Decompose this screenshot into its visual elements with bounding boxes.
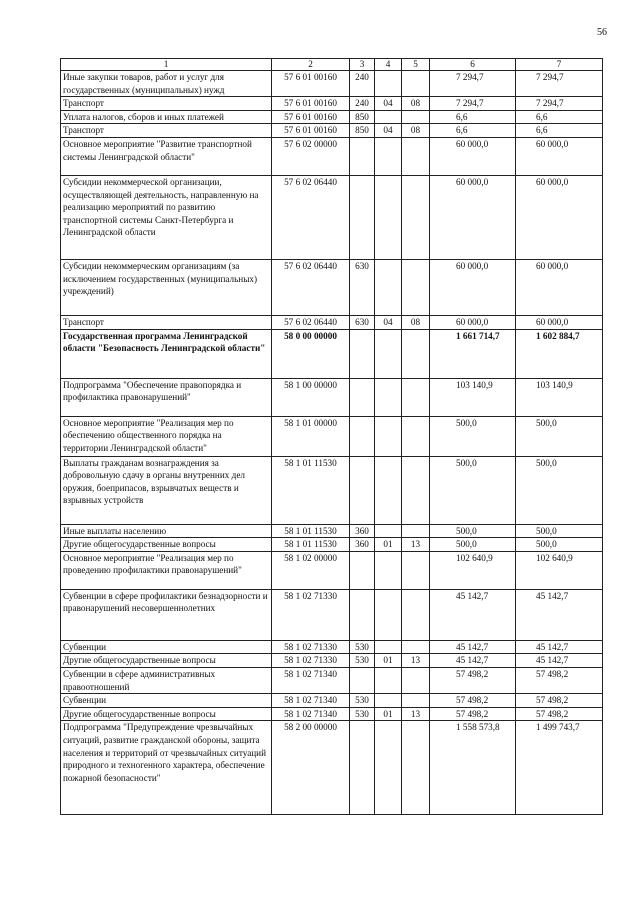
row-pr-cell bbox=[402, 524, 430, 538]
row-year2-cell: 60 000,0 bbox=[516, 259, 603, 315]
row-vr-cell: 530 bbox=[350, 707, 375, 721]
row-rz-cell bbox=[375, 667, 402, 693]
row-pr-cell bbox=[402, 667, 430, 693]
row-pr-cell bbox=[402, 589, 430, 640]
header-cell: 4 bbox=[375, 59, 402, 71]
row-year1-cell: 1 558 573,8 bbox=[430, 721, 516, 815]
row-year1-cell: 45 142,7 bbox=[430, 589, 516, 640]
row-rz-cell: 04 bbox=[375, 97, 402, 111]
table-row bbox=[61, 97, 603, 111]
row-year2-cell: 57 498,2 bbox=[516, 694, 603, 708]
row-year1-cell: 500,0 bbox=[430, 524, 516, 538]
row-rz-cell: 01 bbox=[375, 538, 402, 552]
row-pr-cell bbox=[402, 694, 430, 708]
row-name-cell: Другие общегосударственные вопросы bbox=[61, 538, 272, 552]
row-rz-cell: 04 bbox=[375, 124, 402, 138]
row-name-cell: Уплата налогов, сборов и иных платежей bbox=[61, 110, 272, 124]
row-rz-cell bbox=[375, 329, 402, 378]
row-year2-cell: 60 000,0 bbox=[516, 175, 603, 259]
row-name-cell: Транспорт bbox=[61, 315, 272, 329]
row-name-cell: Транспорт bbox=[61, 124, 272, 138]
row-year2-cell: 500,0 bbox=[516, 538, 603, 552]
table-row bbox=[61, 175, 603, 259]
row-vr-cell: 630 bbox=[350, 315, 375, 329]
header-cell: 6 bbox=[430, 59, 516, 71]
table-row bbox=[61, 456, 603, 524]
header-cell: 1 bbox=[61, 59, 272, 71]
row-rz-cell: 01 bbox=[375, 707, 402, 721]
row-year1-cell: 500,0 bbox=[430, 538, 516, 552]
row-vr-cell bbox=[350, 721, 375, 815]
row-rz-cell bbox=[375, 137, 402, 175]
row-pr-cell bbox=[402, 721, 430, 815]
row-name-cell: Субсидии некоммерческим организациям (за исключением государственных (муниципальных) учреждений) bbox=[61, 259, 272, 315]
row-year1-cell: 57 498,2 bbox=[430, 667, 516, 693]
table-header-row bbox=[61, 59, 603, 71]
row-pr-cell bbox=[402, 110, 430, 124]
header-cell: 2 bbox=[272, 59, 350, 71]
row-year1-cell: 1 661 714,7 bbox=[430, 329, 516, 378]
row-name-cell: Подпрограмма "Обеспечение правопорядка и профилактика правонарушений" bbox=[61, 378, 272, 416]
row-pr-cell bbox=[402, 456, 430, 524]
row-year1-cell: 500,0 bbox=[430, 416, 516, 456]
row-vr-cell: 850 bbox=[350, 110, 375, 124]
row-vr-cell: 530 bbox=[350, 654, 375, 668]
row-csr-cell: 57 6 01 00160 bbox=[272, 71, 350, 97]
row-vr-cell: 530 bbox=[350, 694, 375, 708]
row-csr-cell: 58 1 01 00000 bbox=[272, 416, 350, 456]
table-row bbox=[61, 721, 603, 815]
row-rz-cell: 04 bbox=[375, 315, 402, 329]
row-year2-cell: 500,0 bbox=[516, 524, 603, 538]
row-csr-cell: 57 6 02 06440 bbox=[272, 175, 350, 259]
row-year2-cell: 500,0 bbox=[516, 456, 603, 524]
row-rz-cell bbox=[375, 456, 402, 524]
budget-table bbox=[60, 58, 603, 815]
row-pr-cell bbox=[402, 71, 430, 97]
row-rz-cell bbox=[375, 589, 402, 640]
row-csr-cell: 57 6 02 00000 bbox=[272, 137, 350, 175]
row-rz-cell bbox=[375, 551, 402, 589]
table-row bbox=[61, 538, 603, 552]
row-csr-cell: 58 1 01 11530 bbox=[272, 524, 350, 538]
row-vr-cell bbox=[350, 329, 375, 378]
row-year2-cell: 60 000,0 bbox=[516, 315, 603, 329]
table-row bbox=[61, 137, 603, 175]
row-pr-cell bbox=[402, 551, 430, 589]
row-year1-cell: 45 142,7 bbox=[430, 640, 516, 654]
row-year2-cell: 500,0 bbox=[516, 416, 603, 456]
row-pr-cell: 13 bbox=[402, 707, 430, 721]
row-vr-cell bbox=[350, 551, 375, 589]
row-csr-cell: 58 1 02 71330 bbox=[272, 640, 350, 654]
row-name-cell: Основное мероприятие "Реализация мер по проведению профилактики правонарушений" bbox=[61, 551, 272, 589]
row-year2-cell: 7 294,7 bbox=[516, 97, 603, 111]
table-row bbox=[61, 124, 603, 138]
row-pr-cell bbox=[402, 416, 430, 456]
row-csr-cell: 58 1 02 71330 bbox=[272, 654, 350, 668]
row-vr-cell: 360 bbox=[350, 538, 375, 552]
row-pr-cell: 13 bbox=[402, 538, 430, 552]
row-year1-cell: 60 000,0 bbox=[430, 175, 516, 259]
row-year2-cell: 57 498,2 bbox=[516, 667, 603, 693]
row-year1-cell: 500,0 bbox=[430, 456, 516, 524]
table-row bbox=[61, 259, 603, 315]
row-name-cell: Основное мероприятие "Развитие транспортной системы Ленинградской области" bbox=[61, 137, 272, 175]
table-row bbox=[61, 110, 603, 124]
row-rz-cell bbox=[375, 259, 402, 315]
row-csr-cell: 58 1 00 00000 bbox=[272, 378, 350, 416]
row-year2-cell: 6,6 bbox=[516, 124, 603, 138]
table-row bbox=[61, 315, 603, 329]
row-rz-cell bbox=[375, 71, 402, 97]
row-rz-cell bbox=[375, 110, 402, 124]
row-name-cell: Другие общегосударственные вопросы bbox=[61, 707, 272, 721]
table-row bbox=[61, 654, 603, 668]
header-cell: 5 bbox=[402, 59, 430, 71]
row-year1-cell: 45 142,7 bbox=[430, 654, 516, 668]
row-csr-cell: 58 1 02 71340 bbox=[272, 707, 350, 721]
row-rz-cell bbox=[375, 416, 402, 456]
table-row bbox=[61, 707, 603, 721]
table-row bbox=[61, 71, 603, 97]
row-name-cell: Субвенции в сфере административных правоотношений bbox=[61, 667, 272, 693]
row-vr-cell: 240 bbox=[350, 97, 375, 111]
row-rz-cell: 01 bbox=[375, 654, 402, 668]
row-pr-cell: 13 bbox=[402, 654, 430, 668]
table-row bbox=[61, 524, 603, 538]
table-row bbox=[61, 589, 603, 640]
row-csr-cell: 58 2 00 00000 bbox=[272, 721, 350, 815]
table-row bbox=[61, 378, 603, 416]
row-year2-cell: 102 640,9 bbox=[516, 551, 603, 589]
row-year2-cell: 103 140,9 bbox=[516, 378, 603, 416]
row-vr-cell: 240 bbox=[350, 71, 375, 97]
row-year2-cell: 1 499 743,7 bbox=[516, 721, 603, 815]
row-vr-cell bbox=[350, 175, 375, 259]
row-rz-cell bbox=[375, 524, 402, 538]
row-year1-cell: 60 000,0 bbox=[430, 315, 516, 329]
page-number: 56 bbox=[597, 27, 607, 38]
table-row bbox=[61, 551, 603, 589]
row-year2-cell: 6,6 bbox=[516, 110, 603, 124]
row-year1-cell: 102 640,9 bbox=[430, 551, 516, 589]
row-pr-cell bbox=[402, 329, 430, 378]
row-csr-cell: 57 6 01 00160 bbox=[272, 110, 350, 124]
row-csr-cell: 57 6 02 06440 bbox=[272, 259, 350, 315]
row-csr-cell: 58 1 02 71330 bbox=[272, 589, 350, 640]
header-cell: 3 bbox=[350, 59, 375, 71]
row-rz-cell bbox=[375, 378, 402, 416]
row-csr-cell: 57 6 01 00160 bbox=[272, 124, 350, 138]
row-rz-cell bbox=[375, 721, 402, 815]
row-csr-cell: 58 1 01 11530 bbox=[272, 538, 350, 552]
table-row bbox=[61, 640, 603, 654]
row-name-cell: Иные выплаты населению bbox=[61, 524, 272, 538]
row-name-cell: Транспорт bbox=[61, 97, 272, 111]
row-csr-cell: 57 6 02 06440 bbox=[272, 315, 350, 329]
row-name-cell: Субвенции bbox=[61, 694, 272, 708]
table-row bbox=[61, 667, 603, 693]
row-year1-cell: 7 294,7 bbox=[430, 71, 516, 97]
row-pr-cell bbox=[402, 137, 430, 175]
row-year2-cell: 1 602 884,7 bbox=[516, 329, 603, 378]
row-name-cell: Основное мероприятие "Реализация мер по обеспечению общественного порядка на территории Ленинградской области" bbox=[61, 416, 272, 456]
row-csr-cell: 58 1 01 11530 bbox=[272, 456, 350, 524]
row-vr-cell bbox=[350, 667, 375, 693]
table-row bbox=[61, 694, 603, 708]
row-year2-cell: 45 142,7 bbox=[516, 640, 603, 654]
row-name-cell: Субвенции в сфере профилактики безнадзорности и правонарушений несовершеннолетних bbox=[61, 589, 272, 640]
row-vr-cell: 630 bbox=[350, 259, 375, 315]
row-pr-cell bbox=[402, 640, 430, 654]
row-name-cell: Субвенции bbox=[61, 640, 272, 654]
row-name-cell: Субсидии некоммерческой организации, осуществляющей деятельность, направленную на реализацию мероприятий по развитию транспортной системы Санкт-Петербурга и Ленинградской области bbox=[61, 175, 272, 259]
row-year2-cell: 7 294,7 bbox=[516, 71, 603, 97]
row-name-cell: Другие общегосударственные вопросы bbox=[61, 654, 272, 668]
row-name-cell: Иные закупки товаров, работ и услуг для государственных (муниципальных) нужд bbox=[61, 71, 272, 97]
row-year1-cell: 60 000,0 bbox=[430, 259, 516, 315]
row-vr-cell bbox=[350, 137, 375, 175]
row-name-cell: Выплаты гражданам вознаграждения за добровольную сдачу в органы внутренних дел оружия, боеприпасов, взрывчатых веществ и взрывных устройств bbox=[61, 456, 272, 524]
row-vr-cell bbox=[350, 589, 375, 640]
row-name-cell: Государственная программа Ленинградской области "Безопасность Ленинградской области" bbox=[61, 329, 272, 378]
row-year1-cell: 6,6 bbox=[430, 110, 516, 124]
row-vr-cell bbox=[350, 378, 375, 416]
row-vr-cell bbox=[350, 416, 375, 456]
row-pr-cell: 08 bbox=[402, 97, 430, 111]
table-row bbox=[61, 329, 603, 378]
row-csr-cell: 58 1 02 71340 bbox=[272, 667, 350, 693]
row-csr-cell: 58 1 02 71340 bbox=[272, 694, 350, 708]
row-year2-cell: 45 142,7 bbox=[516, 654, 603, 668]
row-year1-cell: 6,6 bbox=[430, 124, 516, 138]
row-year1-cell: 7 294,7 bbox=[430, 97, 516, 111]
row-pr-cell bbox=[402, 175, 430, 259]
table-row bbox=[61, 416, 603, 456]
row-vr-cell: 850 bbox=[350, 124, 375, 138]
row-csr-cell: 58 0 00 00000 bbox=[272, 329, 350, 378]
row-pr-cell bbox=[402, 378, 430, 416]
row-vr-cell: 530 bbox=[350, 640, 375, 654]
row-year1-cell: 103 140,9 bbox=[430, 378, 516, 416]
row-year2-cell: 60 000,0 bbox=[516, 137, 603, 175]
row-name-cell: Подпрограмма "Предупреждение чрезвычайных ситуаций, развитие гражданской обороны, защита населения и территорий от чрезвычайных ситуаций природного и техногенного характера, обеспечение пожарной безопасности" bbox=[61, 721, 272, 815]
row-year2-cell: 45 142,7 bbox=[516, 589, 603, 640]
row-year1-cell: 57 498,2 bbox=[430, 707, 516, 721]
row-csr-cell: 58 1 02 00000 bbox=[272, 551, 350, 589]
row-rz-cell bbox=[375, 640, 402, 654]
row-pr-cell: 08 bbox=[402, 315, 430, 329]
row-vr-cell: 360 bbox=[350, 524, 375, 538]
row-rz-cell bbox=[375, 175, 402, 259]
row-vr-cell bbox=[350, 456, 375, 524]
row-year2-cell: 57 498,2 bbox=[516, 707, 603, 721]
row-csr-cell: 57 6 01 00160 bbox=[272, 97, 350, 111]
row-pr-cell bbox=[402, 259, 430, 315]
header-cell: 7 bbox=[516, 59, 603, 71]
row-pr-cell: 08 bbox=[402, 124, 430, 138]
row-year1-cell: 60 000,0 bbox=[430, 137, 516, 175]
row-rz-cell bbox=[375, 694, 402, 708]
row-year1-cell: 57 498,2 bbox=[430, 694, 516, 708]
